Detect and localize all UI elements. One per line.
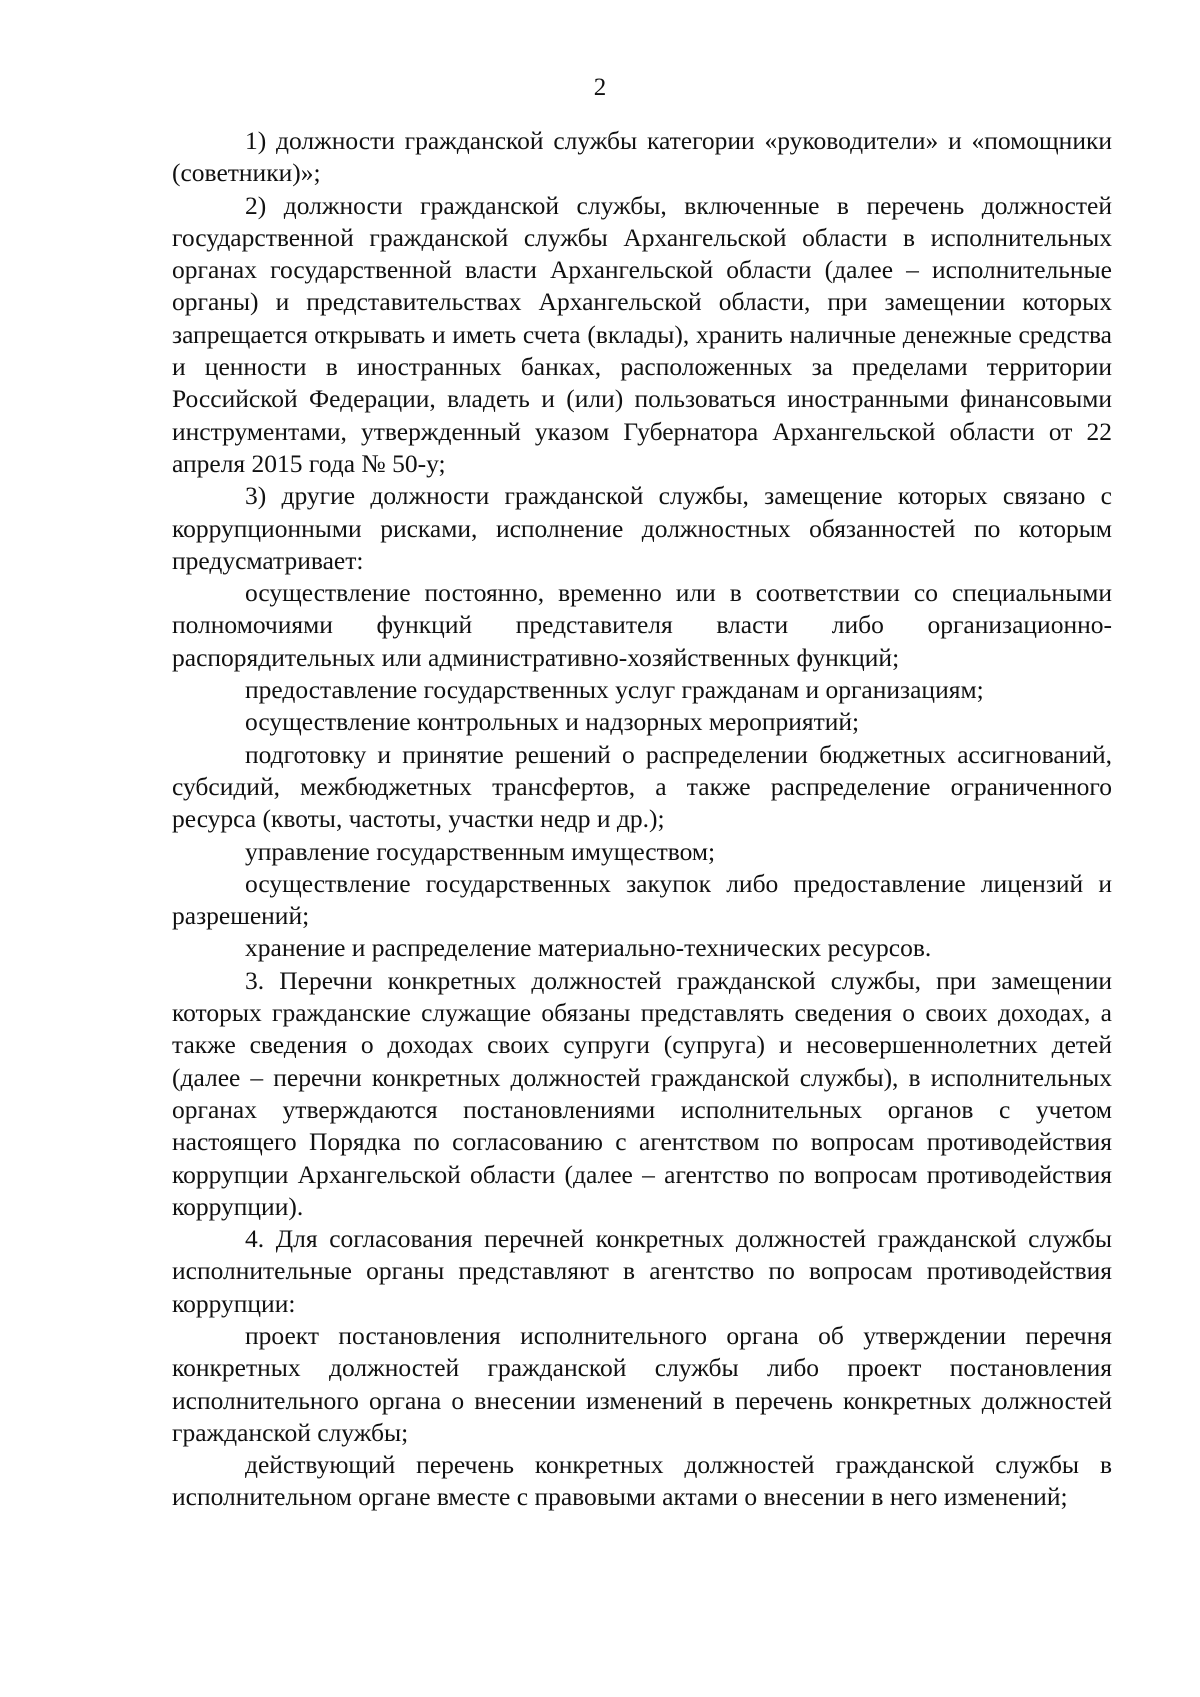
paragraph-item-2: 2) должности гражданской службы, включенные в перечень должностей государственной гражданской службы Архангельской области в исполнительных органах государственной власти Архангельской области (далее – исполнительные органы) и представительствах Архангельской области, при замещении которых запрещается открывать и иметь счета (вклады), хранить наличные денежные средства и ценности в иностранных банках, расположенных за пределами территории Российской Федерации, владеть и (или) пользоваться иностранными финансовыми инструментами, утвержденный указом Губернатора Архангельской области от 22 апреля 2015 года № 50-у; [172, 190, 1112, 478]
paragraph-section-3: 3. Перечни конкретных должностей гражданской службы, при замещении которых гражданские служащие обязаны представлять сведения о своих доходах, а также сведения о доходах своих супруги (супруга) и несовершеннолетних детей (далее – перечни конкретных должностей гражданской службы), в исполнительных органах утверждаются постановлениями исполнительных органов с учетом настоящего Порядка по согласованию с агентством по вопросам противодействия коррупции Архангельской области (далее – агентство по вопросам противодействия коррупции). [172, 965, 1112, 1221]
paragraph-section-4: 4. Для согласования перечней конкретных должностей гражданской службы исполнительные органы представляют в агентство по вопросам противодействия коррупции: [172, 1224, 1112, 1318]
paragraph-budget-decisions: подготовку и принятие решений о распределении бюджетных ассигнований, субсидий, межбюджетных трансфертов, а также распределение ограниченного ресурса (квоты, частоты, участки недр и др.); [172, 739, 1112, 834]
paragraph-draft-resolution: проект постановления исполнительного органа об утверждении перечня конкретных должностей гражданской службы либо проект постановления исполнительного органа о внесении изменений в перечень конкретных должностей гражданской службы; [172, 1320, 1112, 1447]
paragraph-procurement: осуществление государственных закупок либо предоставление лицензий и разрешений; [172, 868, 1112, 931]
paragraph-public-services: предоставление государственных услуг гражданам и организациям; [245, 675, 984, 705]
paragraph-current-list: действующий перечень конкретных должностей гражданской службы в исполнительном органе вместе с правовыми актами о внесении в него изменений; [172, 1450, 1112, 1512]
page-number: 2 [593, 74, 607, 101]
document-body [172, 125, 1112, 1514]
paragraph-item-3: 3) другие должности гражданской службы, замещение которых связано с коррупционными рисками, исполнение должностных обязанностей по которым предусматривает: [172, 481, 1112, 575]
paragraph-resources-storage: хранение и распределение материально-технических ресурсов. [245, 933, 932, 963]
paragraph-item-1: 1) должности гражданской службы категории «руководители» и «помощники (советники)»; [172, 126, 1112, 188]
paragraph-control-measures: осуществление контрольных и надзорных мероприятий; [245, 707, 860, 737]
paragraph-property-management: управление государственным имуществом; [245, 836, 716, 866]
paragraph-function-authority: осуществление постоянно, временно или в соответствии со специальными полномочиями функций представителя власти либо организационно-распорядительных или административно-хозяйственных функций; [172, 578, 1112, 672]
